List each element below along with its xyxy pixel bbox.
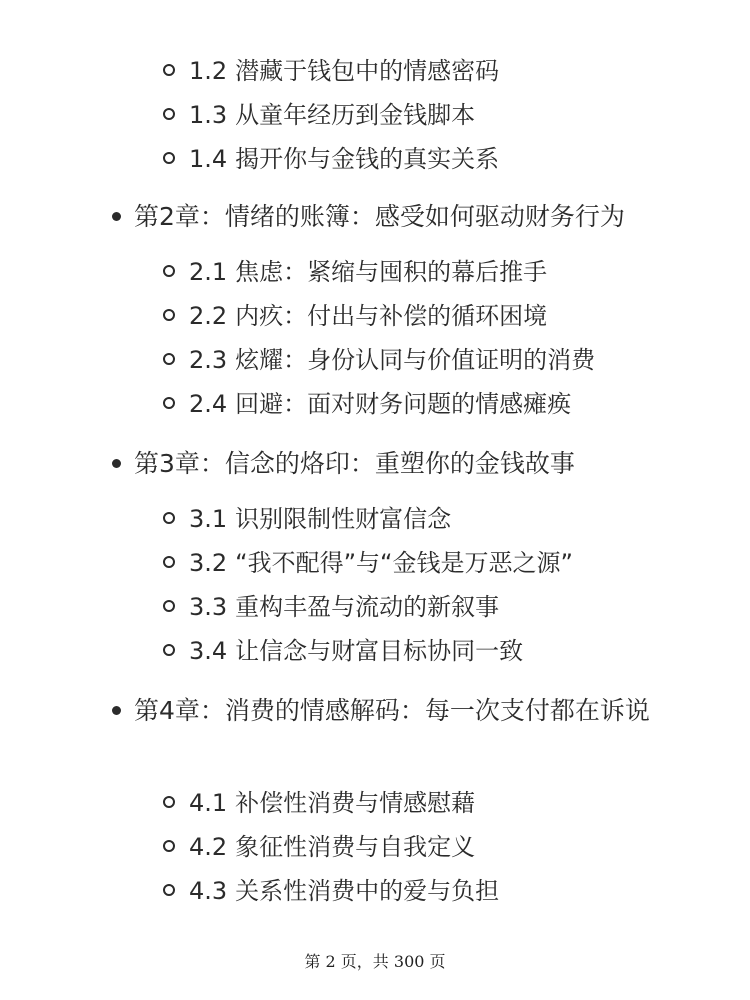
filled-bullet-icon bbox=[112, 706, 121, 715]
section-number: 4.2 bbox=[189, 833, 228, 861]
hollow-bullet-icon bbox=[163, 397, 175, 409]
section-title: 让信念与财富目标协同一致 bbox=[235, 637, 524, 665]
page-footer bbox=[0, 950, 750, 974]
section-number: 2.3 bbox=[189, 346, 228, 374]
section-title: 象征性消费与自我定义 bbox=[235, 833, 476, 861]
section-number: 1.4 bbox=[189, 145, 228, 173]
toc-section-2-3 bbox=[163, 342, 595, 378]
hollow-bullet-icon bbox=[163, 644, 175, 656]
section-number: 3.2 bbox=[189, 549, 228, 577]
toc-chapter-3 bbox=[112, 443, 672, 485]
toc-section-2-2 bbox=[163, 298, 547, 334]
toc-section-3-1 bbox=[163, 501, 451, 537]
chapter-title: 第4章：消费的情感解码：每一次支付都在诉说 bbox=[134, 696, 650, 725]
section-number: 2.4 bbox=[189, 390, 228, 418]
hollow-bullet-icon bbox=[163, 840, 175, 852]
chapter-title: 第2章：情绪的账簿：感受如何驱动财务行为 bbox=[134, 202, 625, 231]
page-number-label: 第 2 页，共 300 页 bbox=[304, 952, 446, 971]
section-title: 识别限制性财富信念 bbox=[235, 505, 452, 533]
filled-bullet-icon bbox=[112, 459, 121, 468]
toc-section-1-3 bbox=[163, 97, 475, 133]
hollow-bullet-icon bbox=[163, 353, 175, 365]
section-number: 3.1 bbox=[189, 505, 228, 533]
section-title: 从童年经历到金钱脚本 bbox=[235, 101, 476, 129]
section-number: 4.3 bbox=[189, 877, 228, 905]
hollow-bullet-icon bbox=[163, 796, 175, 808]
section-number: 1.2 bbox=[189, 57, 228, 85]
section-title: 炫耀：身份认同与价值证明的消费 bbox=[235, 346, 596, 374]
toc-section-1-4 bbox=[163, 141, 499, 177]
hollow-bullet-icon bbox=[163, 265, 175, 277]
section-title: 内疚：付出与补偿的循环困境 bbox=[235, 302, 548, 330]
toc-section-4-1 bbox=[163, 785, 475, 821]
section-number: 3.3 bbox=[189, 593, 228, 621]
toc-section-4-3 bbox=[163, 873, 499, 909]
hollow-bullet-icon bbox=[163, 884, 175, 896]
section-title: 焦虑：紧缩与囤积的幕后推手 bbox=[235, 258, 548, 286]
section-number: 2.2 bbox=[189, 302, 228, 330]
section-number: 2.1 bbox=[189, 258, 228, 286]
section-title: 揭开你与金钱的真实关系 bbox=[235, 145, 500, 173]
toc-section-2-1 bbox=[163, 254, 547, 290]
hollow-bullet-icon bbox=[163, 152, 175, 164]
hollow-bullet-icon bbox=[163, 512, 175, 524]
section-number: 4.1 bbox=[189, 789, 228, 817]
hollow-bullet-icon bbox=[163, 556, 175, 568]
toc-section-1-2 bbox=[163, 53, 499, 89]
chapter-title: 第3章：信念的烙印：重塑你的金钱故事 bbox=[134, 449, 575, 478]
hollow-bullet-icon bbox=[163, 309, 175, 321]
hollow-bullet-icon bbox=[163, 600, 175, 612]
toc-section-2-4 bbox=[163, 386, 571, 422]
hollow-bullet-icon bbox=[163, 108, 175, 120]
section-title: 重构丰盈与流动的新叙事 bbox=[235, 593, 500, 621]
section-title: 关系性消费中的爱与负担 bbox=[235, 877, 500, 905]
section-title: 回避：面对财务问题的情感瘫痪 bbox=[235, 390, 572, 418]
toc-chapter-2 bbox=[112, 196, 672, 238]
toc-section-3-3 bbox=[163, 589, 499, 625]
section-number: 1.3 bbox=[189, 101, 228, 129]
toc-section-3-2 bbox=[163, 545, 573, 581]
toc-section-4-2 bbox=[163, 829, 475, 865]
hollow-bullet-icon bbox=[163, 64, 175, 76]
section-title: 潜藏于钱包中的情感密码 bbox=[235, 57, 500, 85]
filled-bullet-icon bbox=[112, 212, 121, 221]
section-number: 3.4 bbox=[189, 637, 228, 665]
toc-section-3-4 bbox=[163, 633, 523, 669]
section-title: 补偿性消费与情感慰藉 bbox=[235, 789, 476, 817]
section-title: “我不配得”与“金钱是万恶之源” bbox=[235, 549, 573, 577]
toc-chapter-4 bbox=[112, 690, 672, 732]
